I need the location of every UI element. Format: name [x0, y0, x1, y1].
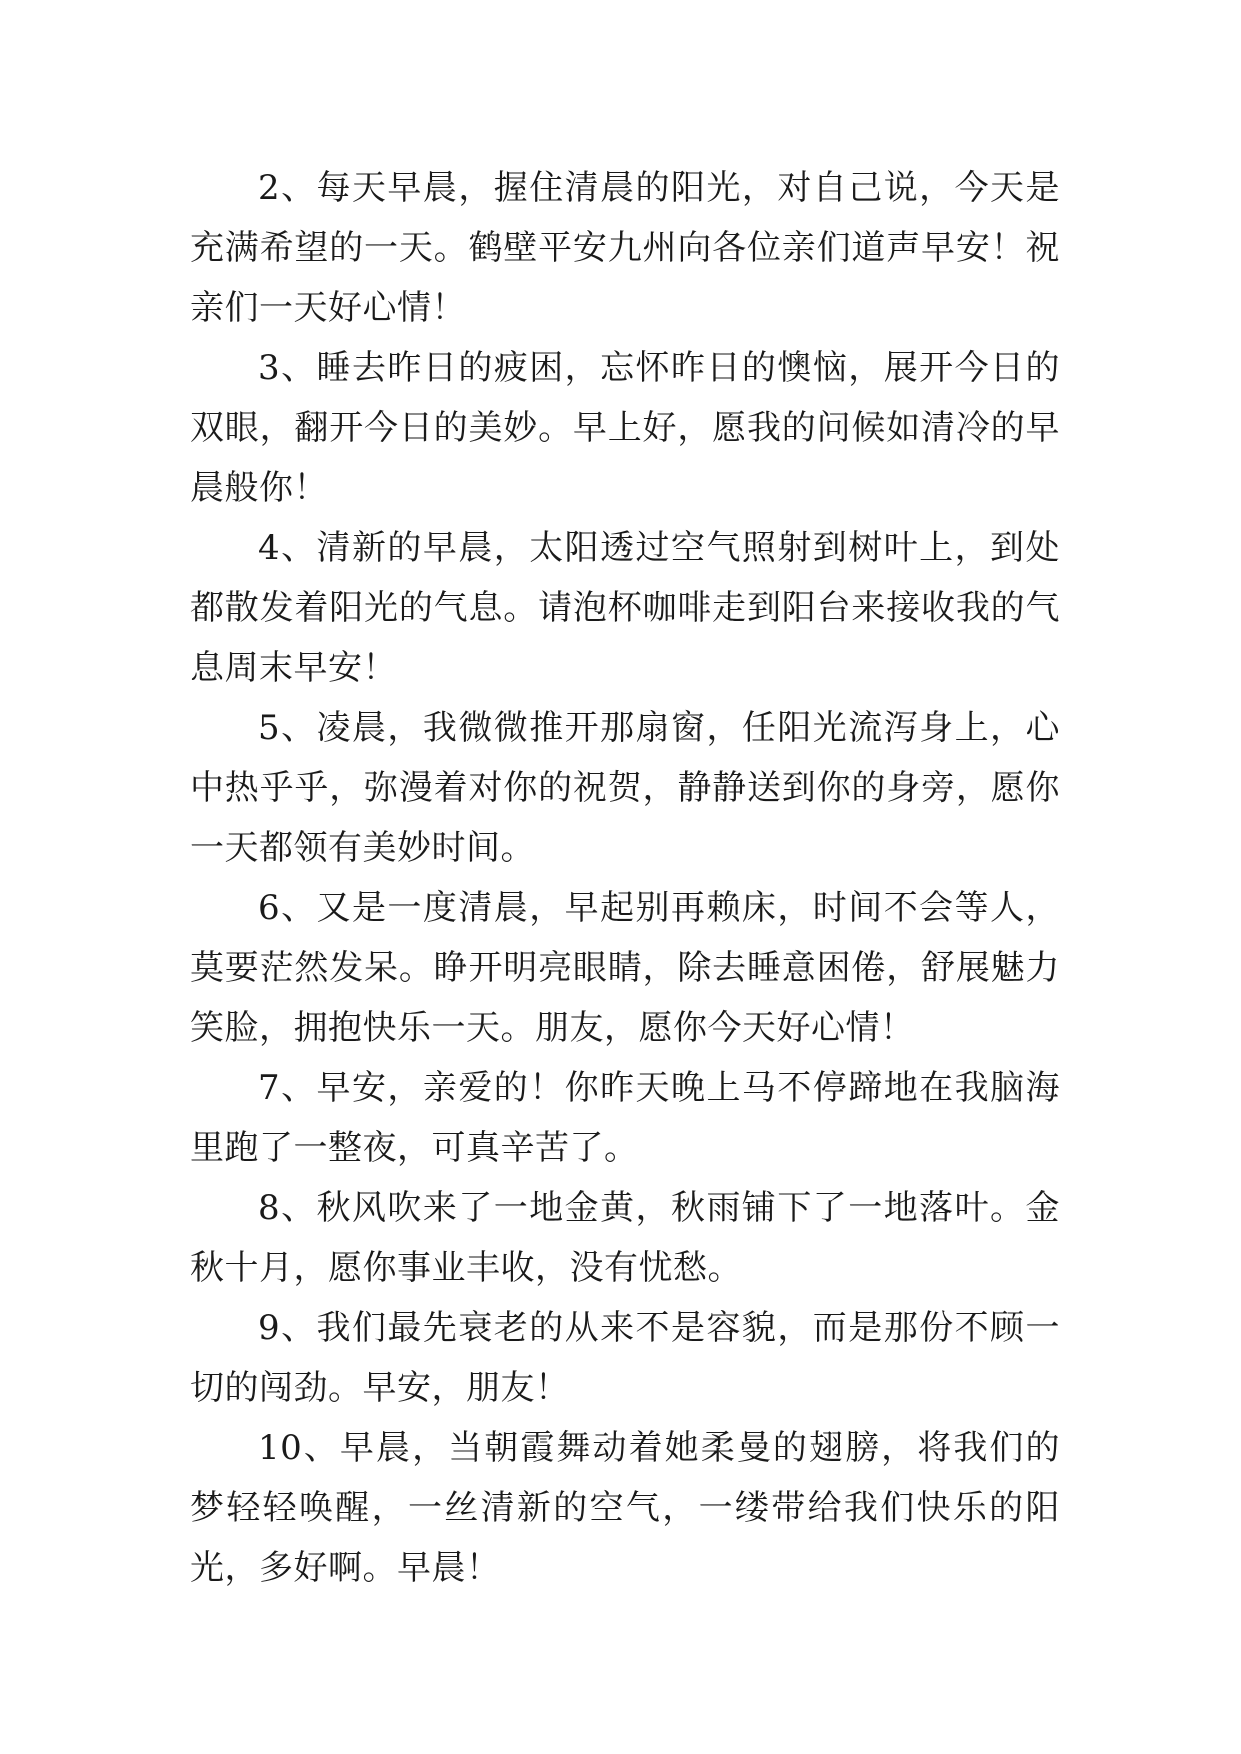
document-body — [190, 158, 1060, 1598]
paragraph: 8、秋风吹来了一地金黄，秋雨铺下了一地落叶。金秋十月，愿你事业丰收，没有忧愁。 — [190, 1188, 1060, 1288]
paragraph: 6、又是一度清晨，早起别再赖床，时间不会等人，莫要茫然发呆。睁开明亮眼睛，除去睡意困倦，舒展魅力笑脸，拥抱快乐一天。朋友，愿你今天好心情！ — [190, 888, 1060, 1048]
paragraph: 9、我们最先衰老的从来不是容貌，而是那份不顾一切的闯劲。早安，朋友！ — [190, 1308, 1060, 1408]
paragraph: 4、清新的早晨，太阳透过空气照射到树叶上，到处都散发着阳光的气息。请泡杯咖啡走到阳台来接收我的气息周末早安！ — [190, 528, 1060, 688]
paragraph: 7、早安，亲爱的！你昨天晚上马不停蹄地在我脑海里跑了一整夜，可真辛苦了。 — [190, 1068, 1060, 1168]
paragraph: 10、早晨，当朝霞舞动着她柔曼的翅膀，将我们的梦轻轻唤醒，一丝清新的空气，一缕带给我们快乐的阳光，多好啊。早晨！ — [190, 1428, 1060, 1588]
paragraph: 3、睡去昨日的疲困，忘怀昨日的懊恼，展开今日的双眼，翻开今日的美妙。早上好，愿我的问候如清冷的早晨般你！ — [190, 348, 1060, 508]
paragraph: 2、每天早晨，握住清晨的阳光，对自己说，今天是充满希望的一天。鹤壁平安九州向各位亲们道声早安！祝亲们一天好心情！ — [190, 168, 1060, 328]
paragraph: 5、凌晨，我微微推开那扇窗，任阳光流泻身上，心中热乎乎，弥漫着对你的祝贺，静静送到你的身旁，愿你一天都领有美妙时间。 — [190, 708, 1060, 868]
